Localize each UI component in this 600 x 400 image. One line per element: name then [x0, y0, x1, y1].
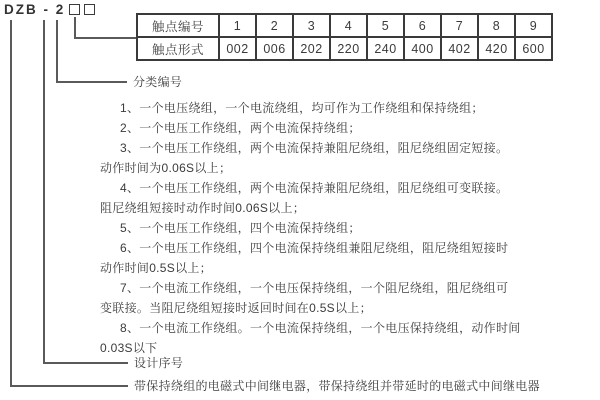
classification-item-3-cont: 动作时间为0.06S以上； [100, 161, 232, 175]
connector-line-contact-vertical [74, 17, 76, 39]
model-code [4, 2, 95, 17]
table-cell: 402 [441, 37, 478, 60]
classification-item-2: 2、一个电压工作绕组，两个电流保持绕组； [120, 121, 361, 135]
table-cell: 2 [256, 14, 293, 37]
connector-line-relay-horizontal [10, 385, 128, 387]
classification-item-7: 7、一个电流工作绕组，一个电压保持绕组，一个阻尼绕组，阻尼绕组可 [120, 281, 509, 295]
table-cell: 420 [478, 37, 515, 60]
table-cell: 8 [478, 14, 515, 37]
design-serial-label: 设计序号 [134, 356, 184, 370]
table-cell: 202 [293, 37, 330, 60]
classification-item-4: 4、一个电压工作绕组，两个电流保持兼阻尼绕组，阻尼绕组可变联接。 [120, 181, 509, 195]
classification-item-6-cont: 动作时间0.5S以上； [100, 261, 212, 275]
relay-description-label: 带保持绕组的电磁式中间继电器，带保持绕组并带延时的电磁式中间继电器 [134, 379, 540, 393]
classification-item-6: 6、一个电压工作绕组，四个电流保持绕组兼阻尼绕组，阻尼绕组短接时 [120, 241, 509, 255]
connector-line-design-horizontal [43, 362, 128, 364]
classification-item-4-cont: 阻尼绕组短接时动作时间0.06S以上； [100, 201, 306, 215]
classification-item-3: 3、一个电压工作绕组，两个电流保持兼阻尼绕组，阻尼绕组固定短接。 [120, 141, 509, 155]
connector-line-classification-horizontal [56, 81, 127, 83]
table-row-contact-form [137, 37, 552, 60]
classification-item-7-cont: 变联接。当阻尼绕组短接时返回时间在0.5S以上； [100, 301, 372, 315]
table-cell: 006 [256, 37, 293, 60]
model-placeholder-box-2 [84, 4, 95, 15]
table-cell: 3 [293, 14, 330, 37]
table-cell: 400 [404, 37, 441, 60]
classification-label: 分类编号 [133, 75, 183, 89]
table-cell: 4 [330, 14, 367, 37]
classification-item-1: 1、一个电压绕组，一个电流绕组，均可作为工作绕组和保持绕组； [120, 101, 484, 115]
table-cell: 240 [367, 37, 404, 60]
table-cell: 5 [367, 14, 404, 37]
contact-table [136, 13, 553, 61]
classification-item-5: 5、一个电压工作绕组，四个电流保持绕组； [120, 221, 361, 235]
connector-line-classification-vertical [56, 20, 58, 83]
table-cell: 1 [219, 14, 256, 37]
table-header-contact-form: 触点形式 [137, 37, 219, 60]
classification-item-8-cont: 0.03S以下 [100, 341, 158, 355]
table-cell: 7 [441, 14, 478, 37]
classification-item-8: 8、一个电流工作绕组。一个电流保持绕组，一个电压保持绕组，动作时间 [120, 321, 521, 335]
table-cell: 6 [404, 14, 441, 37]
connector-line-contact-horizontal [74, 37, 136, 39]
classification-list [0, 98, 600, 358]
table-header-contact-number: 触点编号 [137, 14, 219, 37]
table-cell: 600 [515, 37, 552, 60]
table-cell: 002 [219, 37, 256, 60]
model-code-text: DZB - 2 [4, 2, 66, 17]
table-cell: 220 [330, 37, 367, 60]
table-cell: 9 [515, 14, 552, 37]
model-placeholder-box-1 [69, 4, 80, 15]
table-row-contact-number [137, 14, 552, 37]
